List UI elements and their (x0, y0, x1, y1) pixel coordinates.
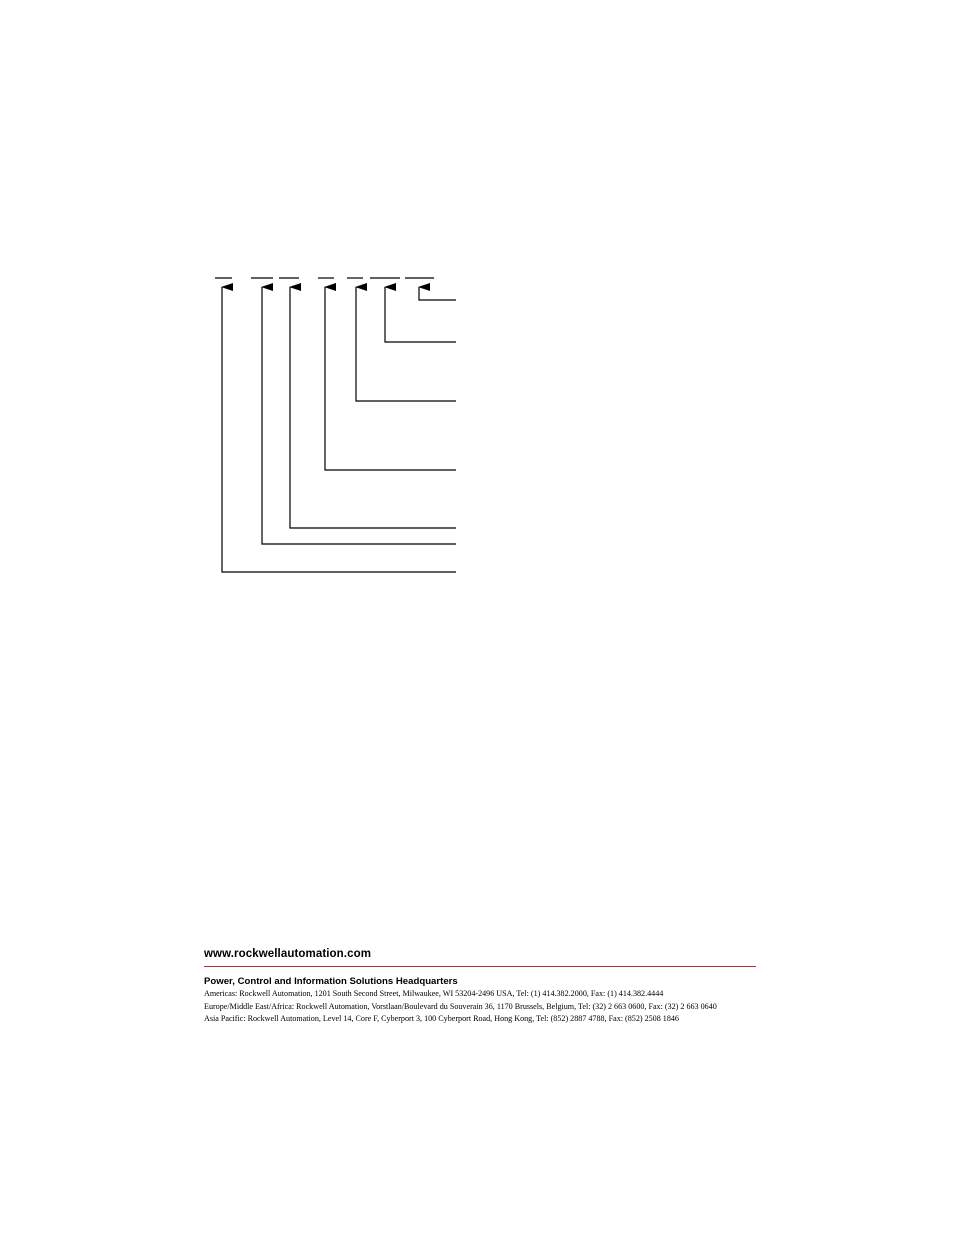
leader-field-6 (385, 287, 456, 342)
leader-field-2 (262, 287, 456, 544)
headquarters-title: Power, Control and Information Solutions Headquarters (204, 976, 458, 987)
leader-field-4 (325, 287, 456, 470)
leader-field-1 (222, 287, 456, 572)
address-emea: Europe/Middle East/Africa: Rockwell Automation, Vorstlaan/Boulevard du Souverain 36, 1170 Brussels, Belgium, Tel: (32) 2 663 0600, Fax: (32) 2 663 0640 (204, 1001, 717, 1011)
leader-lines (222, 287, 456, 572)
footer (204, 946, 756, 1026)
footer-divider (204, 966, 756, 967)
address-americas: Americas: Rockwell Automation, 1201 South Second Street, Milwaukee, WI 53204-2496 USA, Tel: (1) 414.382.2000, Fax: (1) 414.382.4444 (204, 989, 664, 998)
address-asia-pacific: Asia Pacific: Rockwell Automation, Level 14, Core F, Cyberport 3, 100 Cyberport Road, Hong Kong, Tel: (852) 2887 4788, Fax: (852) 2508 1846 (204, 1014, 679, 1023)
leader-field-7 (419, 287, 456, 300)
website-link[interactable]: www.rockwellautomation.com (204, 948, 372, 960)
leader-field-3 (290, 287, 456, 528)
leader-field-5 (356, 287, 456, 401)
